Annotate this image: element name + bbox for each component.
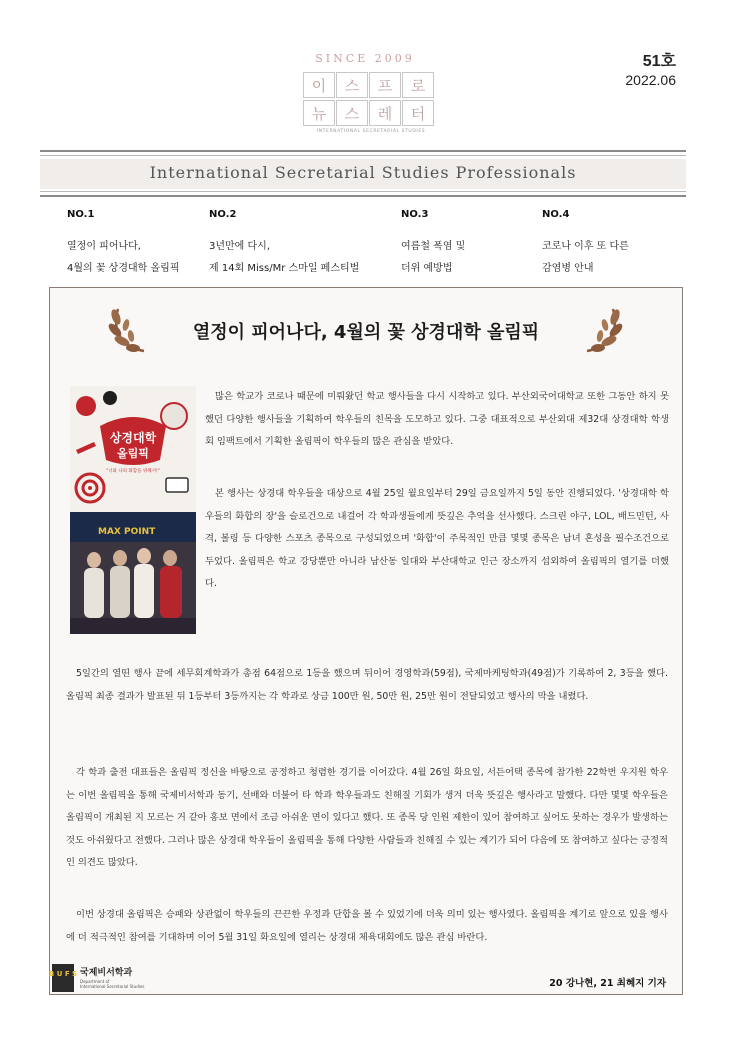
logo-char: 레	[369, 100, 401, 126]
photo-sign: MAX POINT	[98, 527, 156, 537]
logo-letters: B U F S	[48, 970, 78, 978]
toc-line: 코로나 이후 또 다른	[542, 241, 629, 252]
toc-number: NO.1	[67, 209, 95, 220]
since-label: SINCE 2009	[315, 52, 415, 65]
toc-number: NO.3	[401, 209, 429, 220]
logo-subtitle: INTERNATIONAL SECRETARIAL STUDIES	[316, 129, 426, 134]
logo-char: 프	[369, 72, 401, 98]
toc-item[interactable]	[542, 209, 702, 280]
logo-char: 스	[336, 100, 368, 126]
divider	[40, 191, 686, 192]
logo-title: 국제비서학과	[80, 968, 133, 978]
newsletter-logo	[303, 72, 439, 128]
toc-line: 더위 예방법	[401, 263, 453, 274]
article-photo	[70, 386, 196, 634]
logo-char: 스	[336, 72, 368, 98]
department-logo	[48, 964, 172, 992]
issue-number: 51호	[642, 53, 676, 70]
toc-line: 3년만에 다시,	[209, 241, 271, 252]
divider	[40, 150, 686, 152]
toc-item[interactable]	[67, 209, 227, 280]
logo-char: 로	[402, 72, 434, 98]
issue-date: 2022.06	[625, 72, 676, 88]
toc-line: 4월의 꽃 상경대학 올림픽	[67, 263, 180, 274]
article-paragraph: 각 학과 출전 대표들은 올림픽 정신을 바탕으로 공정하고 청렴한 경기를 이어갔다. 4월 26일 화요일, 서든어택 종목에 참가한 22학번 우지원 학우는 이번 올림픽을 통해 국제비서학과 동기, 선배와 더불어 타 학과 학우들과도 친해질 기회가 생겨 더욱 뜻깊은 행사라고 말했다. 다만 몇몇 학우들은 올림픽이 개최된 지 모르는 거 같아 홍보 면에서 조금 아쉬운 면이 있다고 했다. 또 종목 당 인원 제한이 있어 참여하고 싶어도 못하는 경우가 발생하는 것도 아쉬웠다고 전했다. 그러나 많은 상경대 학우들이 올림픽을 통해 다양한 사람들과 친해질 수 있는 계기가 되어 다음에 또 참여하고 싶다는 긍정적인 의견도 많았다.	[66, 767, 668, 868]
divider	[40, 155, 686, 156]
toc-line: 여름철 폭염 및	[401, 241, 466, 252]
divider	[40, 195, 686, 197]
toc-item[interactable]	[209, 209, 369, 280]
logo-sub: International Secretarial Studies	[80, 984, 145, 989]
event-crowd-photo	[70, 512, 196, 634]
toc-line: 열정이 피어나다,	[67, 241, 141, 252]
toc-number: NO.2	[209, 209, 237, 220]
article-paragraph: 이번 상경대 올림픽은 승패와 상관없이 학우들의 끈끈한 우정과 단합을 볼 수 있었기에 더욱 의미 있는 행사였다. 올림픽을 계기로 앞으로 있을 행사에 더 적극적인 참여를 기대하며 이어 5월 31일 화요일에 열리는 상경대 체육대회에도 많은 관심 바란다.	[66, 909, 668, 943]
toc-line: 감염병 안내	[542, 263, 594, 274]
olympic-poster	[70, 386, 196, 512]
poster-title: 상경대학	[109, 431, 157, 445]
poster-slogan: "너와 나의 화합을 위해서!"	[106, 469, 160, 474]
toc-line: 제 14회 Miss/Mr 스마일 페스티벌	[209, 263, 360, 274]
byline: 20 강나현, 21 최혜지 기자	[549, 978, 666, 989]
article-paragraph: 많은 학교가 코로나 때문에 미뤄왔던 학교 행사들을 다시 시작하고 있다. 부산외국어대학교 또한 그동안 하지 못했던 다양한 행사들을 기획하여 학우들의 친목을 도모하고 있다. 그중 대표적으로 부산외대 제32대 상경대학 학생회 임팩트에서 기획한 올림픽이 학우들의 많은 관심을 받았다.	[205, 391, 669, 447]
article-paragraph: 5일간의 열띤 행사 끝에 세무회계학과가 총점 64점으로 1등을 했으며 뒤이어 경영학과(59점), 국제마케팅학과(49점)가 기록하여 2, 3등을 했다. 올림픽 최종 결과가 발표된 뒤 1등부터 3등까지는 각 학과로 상금 100만 원, 50만 원, 25만 원이 전달되었고 행사의 막을 내렸다.	[66, 668, 668, 702]
logo-char: 뉴	[303, 100, 335, 126]
logo-sub: Department of	[80, 979, 110, 984]
article-headline: 열정이 피어나다, 4월의 꽃 상경대학 올림픽	[192, 322, 540, 343]
poster-title: 올림픽	[117, 447, 149, 460]
logo-char: 터	[402, 100, 434, 126]
toc-item[interactable]	[401, 209, 561, 280]
newsletter-title: International Secretarial Studies Professionals	[149, 163, 577, 182]
logo-char: 이	[303, 72, 335, 98]
toc-number: NO.4	[542, 209, 570, 220]
article-paragraph: 본 행사는 상경대 학우들을 대상으로 4월 25일 월요일부터 29일 금요일까지 5일 동안 진행되었다. '상경대학 학우들의 화합의 장'을 슬로건으로 내걸어 각 학과생들에게 뜻깊은 추억을 선사했다. 스크린 야구, LOL, 배드민턴, 사격, 볼링 등 다양한 스포츠 종목으로 구성되었으며 '화합'이 주목적인 만큼 몇몇 종목은 남녀 혼성을 필수조건으로 두었다. 올림픽은 학교 강당뿐만 아니라 남산동 일대와 부산대학교 인근 장소까지 섭외하여 올림픽의 열기를 더했다.	[205, 488, 669, 589]
